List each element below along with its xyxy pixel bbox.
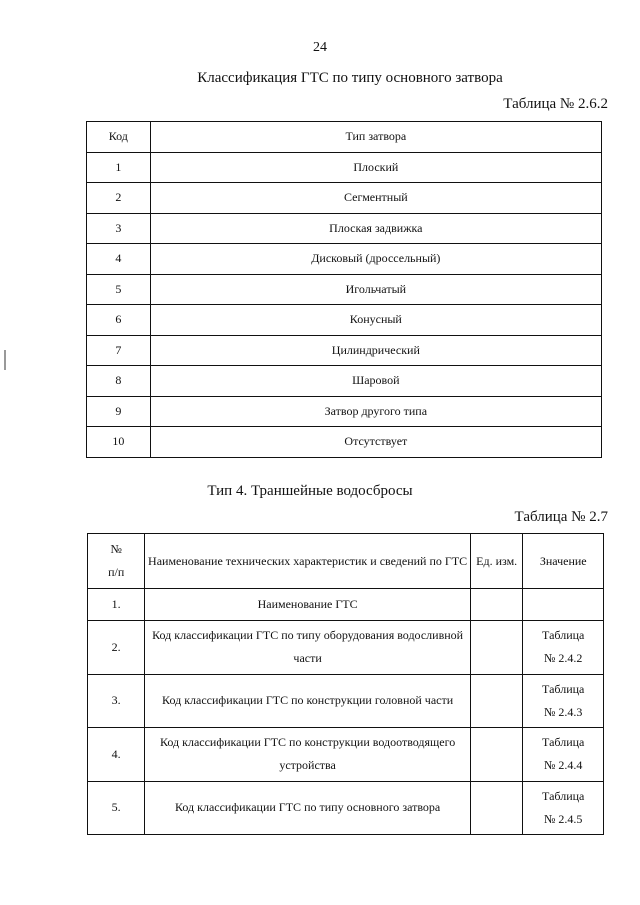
header-name: Наименование технических характеристик и сведений по ГТС [145, 534, 471, 589]
header-code: Код [87, 122, 151, 153]
table-row [88, 728, 604, 782]
table-2-6-2-label: Таблица № 2.6.2 [503, 96, 608, 112]
row-gate-type: Сегментный [150, 183, 601, 214]
table-header-row [88, 534, 604, 589]
row-name: Код классификации ГТС по конструкции водоотводящего устройства [145, 728, 471, 782]
table-row [88, 674, 604, 728]
row-unit [470, 621, 523, 675]
table-row [88, 781, 604, 835]
row-value [523, 621, 604, 675]
table-row [87, 152, 602, 183]
row-code: 8 [87, 366, 151, 397]
table-row [87, 274, 602, 305]
row-unit [470, 674, 523, 728]
row-unit [470, 781, 523, 835]
row-value-line2: № 2.4.4 [543, 758, 583, 773]
row-value-line1: Таблица [542, 681, 585, 696]
gate-classification-title: Классификация ГТС по типу основного затвора [197, 70, 503, 86]
row-number: 1. [88, 589, 145, 621]
row-value [523, 589, 604, 621]
row-gate-type: Плоский [150, 152, 601, 183]
trench-spillway-table [87, 533, 604, 835]
header-number [88, 534, 145, 589]
row-code: 9 [87, 396, 151, 427]
header-unit: Ед. изм. [470, 534, 523, 589]
table-row [87, 366, 602, 397]
row-value-line1: Таблица [542, 628, 585, 643]
row-value-line1: Таблица [542, 735, 585, 750]
header-value: Значение [523, 534, 604, 589]
header-number-line2: п/п [108, 565, 125, 579]
row-code: 5 [87, 274, 151, 305]
row-code: 2 [87, 183, 151, 214]
row-value [523, 674, 604, 728]
gate-type-table [86, 121, 602, 458]
table-row [87, 427, 602, 458]
table-row [87, 183, 602, 214]
row-code: 3 [87, 213, 151, 244]
row-number: 5. [88, 781, 145, 835]
row-code: 4 [87, 244, 151, 275]
header-gate-type: Тип затвора [150, 122, 601, 153]
scan-margin-mark [4, 350, 6, 370]
row-value-line1: Таблица [542, 788, 585, 803]
row-name: Код классификации ГТС по конструкции головной части [145, 674, 471, 728]
table-row [88, 621, 604, 675]
row-gate-type: Цилиндрический [150, 335, 601, 366]
row-code: 7 [87, 335, 151, 366]
table-row [87, 335, 602, 366]
table-row [87, 213, 602, 244]
trench-spillways-title: Тип 4. Траншейные водосбросы [207, 483, 413, 499]
page-number: 24 [313, 40, 327, 55]
row-value-line2: № 2.4.3 [543, 704, 583, 719]
row-number: 4. [88, 728, 145, 782]
row-value [523, 781, 604, 835]
table-row [87, 305, 602, 336]
row-gate-type: Плоская задвижка [150, 213, 601, 244]
row-code: 10 [87, 427, 151, 458]
row-gate-type: Конусный [150, 305, 601, 336]
row-value [523, 728, 604, 782]
table-row [87, 244, 602, 275]
row-gate-type: Дисковый (дроссельный) [150, 244, 601, 275]
row-gate-type: Шаровой [150, 366, 601, 397]
row-name: Код классификации ГТС по типу оборудования водосливной части [145, 621, 471, 675]
row-value-line2: № 2.4.2 [543, 651, 583, 666]
header-number-line1: № [110, 542, 122, 556]
row-name: Наименование ГТС [145, 589, 471, 621]
row-name: Код классификации ГТС по типу основного затвора [145, 781, 471, 835]
row-gate-type: Отсутствует [150, 427, 601, 458]
row-gate-type: Затвор другого типа [150, 396, 601, 427]
table-2-7-label: Таблица № 2.7 [514, 509, 608, 525]
table-row [87, 396, 602, 427]
table-header-row [87, 122, 602, 153]
row-gate-type: Игольчатый [150, 274, 601, 305]
row-unit [470, 728, 523, 782]
row-number: 3. [88, 674, 145, 728]
table-row [88, 589, 604, 621]
row-value-line2: № 2.4.5 [543, 811, 583, 826]
row-number: 2. [88, 621, 145, 675]
row-code: 6 [87, 305, 151, 336]
row-code: 1 [87, 152, 151, 183]
row-unit [470, 589, 523, 621]
